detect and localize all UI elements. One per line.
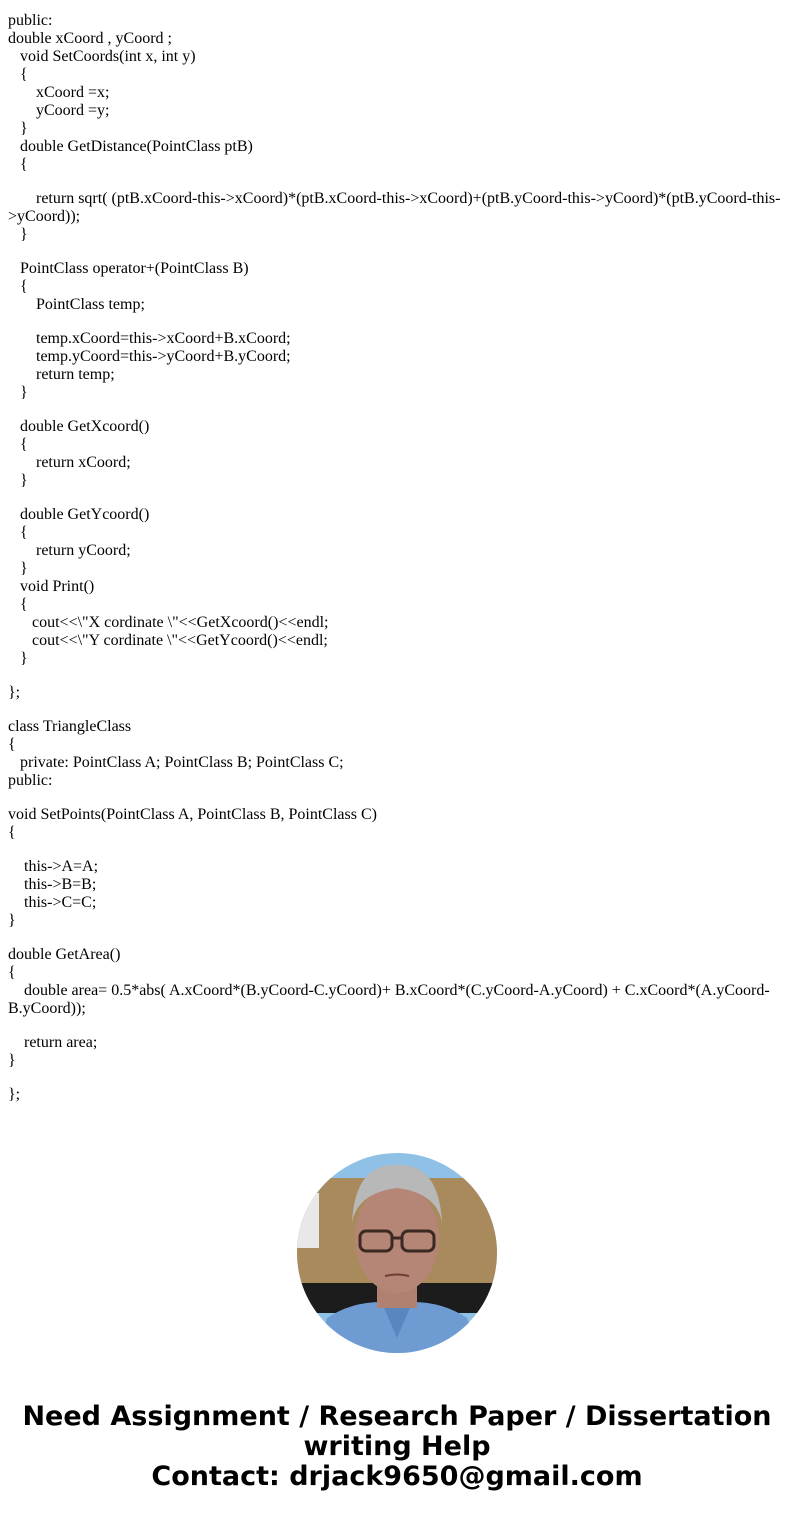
code-line: this->C=C; [8, 894, 97, 911]
portrait-image [297, 1153, 497, 1353]
code-line: double GetXcoord() [8, 418, 150, 435]
code-line: }; [8, 1086, 21, 1103]
code-line: void Print() [8, 578, 95, 595]
code-line: } [8, 226, 28, 243]
code-line: return temp; [8, 366, 115, 383]
code-line: double GetYcoord() [8, 506, 150, 523]
code-line: double area= 0.5*abs( A.xCoord*(B.yCoord-C.yCoord)+ B.xCoord*(C.yCoord-A.yCoord) + C.xCoord*(A.yCoord- [8, 982, 770, 999]
code-line: } [8, 384, 28, 401]
blank-line [8, 1018, 788, 1034]
blank-line [8, 842, 788, 858]
code-line: { [8, 524, 28, 541]
code-line: }; [8, 684, 21, 701]
code-line: } [8, 650, 28, 667]
code-line: double GetDistance(PointClass ptB) [8, 138, 253, 155]
code-line: } [8, 472, 28, 489]
code-line: return area; [8, 1034, 98, 1051]
code-line: PointClass operator+(PointClass B) [8, 260, 249, 277]
author-photo [297, 1153, 497, 1353]
code-line: { [8, 596, 28, 613]
code-line: B.yCoord)); [8, 1000, 86, 1017]
code-line: public: [8, 12, 53, 29]
code-line: cout<<\"Y cordinate \"<<GetYcoord()<<endl; [8, 632, 328, 649]
blank-line [8, 702, 788, 718]
code-line: { [8, 964, 16, 981]
code-line: private: PointClass A; PointClass B; PointClass C; [8, 754, 344, 771]
blank-line [8, 402, 788, 418]
code-line: >yCoord)); [8, 208, 81, 225]
code-line: cout<<\"X cordinate \"<<GetXcoord()<<endl; [8, 614, 329, 631]
code-line: PointClass temp; [8, 296, 145, 313]
code-line: class TriangleClass [8, 718, 132, 735]
promo-headline: Need Assignment / Research Paper / Dissertation [22, 1401, 772, 1432]
blank-line [8, 1070, 788, 1086]
code-line: } [8, 1052, 16, 1069]
code-line: double xCoord , yCoord ; [8, 30, 172, 47]
blank-line [8, 668, 788, 684]
code-line: { [8, 736, 16, 753]
code-line: void SetCoords(int x, int y) [8, 48, 196, 65]
code-line: { [8, 156, 28, 173]
blank-line [8, 174, 788, 190]
code-line: { [8, 278, 28, 295]
code-line: xCoord =x; [8, 84, 110, 101]
promo-banner [0, 1402, 794, 1492]
code-line: return sqrt( (ptB.xCoord-this->xCoord)*(ptB.xCoord-this->xCoord)+(ptB.yCoord-this->yCoord)*(ptB.yCoord-this- [8, 190, 781, 207]
code-line: } [8, 120, 28, 137]
code-line: void SetPoints(PointClass A, PointClass B, PointClass C) [8, 806, 377, 823]
code-line: } [8, 560, 28, 577]
blank-line [8, 244, 788, 260]
blank-line [8, 490, 788, 506]
code-line: { [8, 436, 28, 453]
contact-email: Contact: drjack9650@gmail.com [151, 1461, 643, 1492]
blank-line [8, 314, 788, 330]
code-line: return yCoord; [8, 542, 131, 559]
code-line: { [8, 66, 28, 83]
code-line: double GetArea() [8, 946, 121, 963]
code-line: yCoord =y; [8, 102, 110, 119]
code-line: temp.xCoord=this->xCoord+B.xCoord; [8, 330, 291, 347]
code-line: temp.yCoord=this->yCoord+B.yCoord; [8, 348, 291, 365]
code-line: { [8, 824, 16, 841]
promo-subheadline: writing Help [303, 1431, 491, 1462]
code-line: return xCoord; [8, 454, 131, 471]
code-line: } [8, 912, 16, 929]
code-line: public: [8, 772, 53, 789]
code-document [8, 12, 788, 1104]
blank-line [8, 930, 788, 946]
blank-line [8, 790, 788, 806]
code-line: this->A=A; [8, 858, 99, 875]
code-line: this->B=B; [8, 876, 97, 893]
